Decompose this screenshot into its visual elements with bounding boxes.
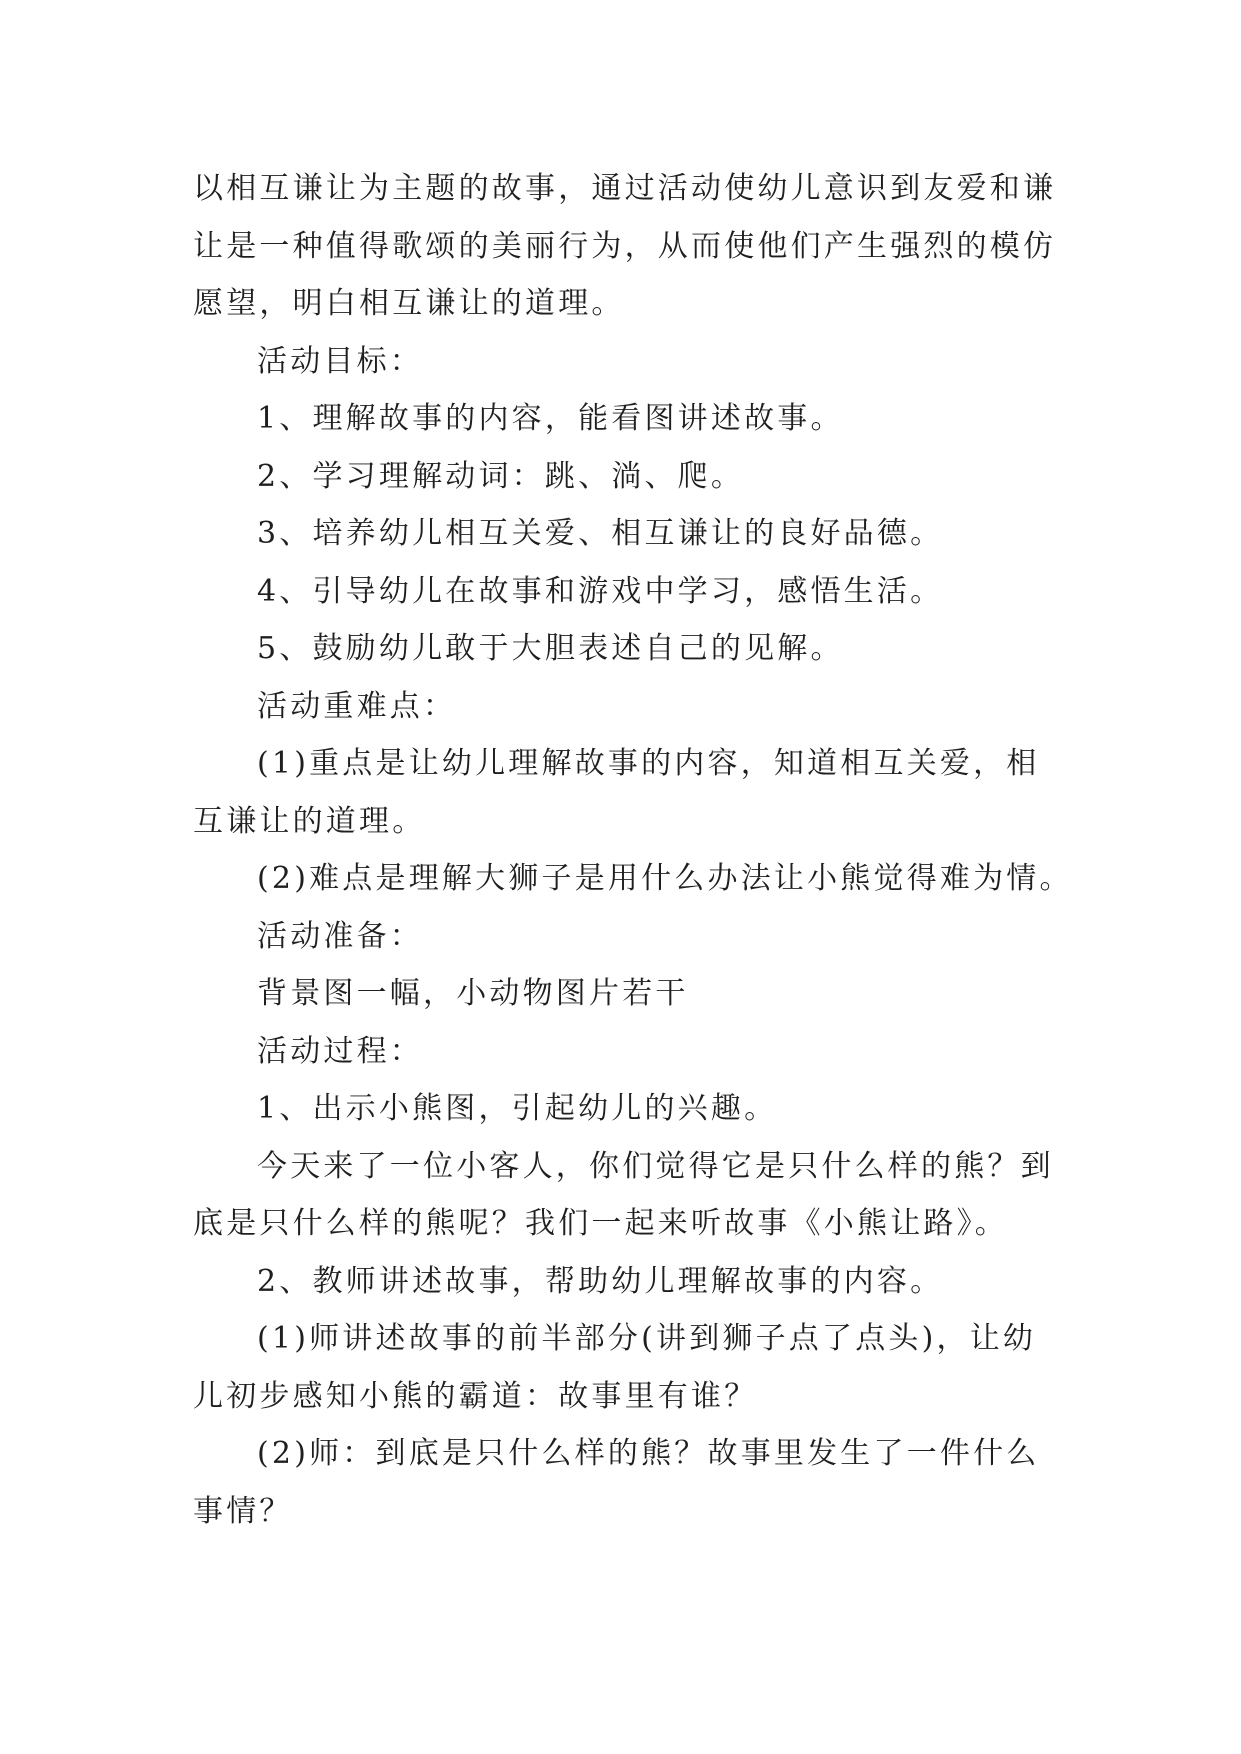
list-item: 3、培养幼儿相互关爱、相互谦让的良好品德。 <box>257 516 944 551</box>
text-line: 背景图一幅，小动物图片若干 <box>257 976 689 1011</box>
text-line: 互谦让的道理。 <box>193 803 426 839</box>
list-item: 1、出示小熊图，引起幼儿的兴趣。 <box>257 1091 778 1126</box>
list-item: (1)师讲述故事的前半部分(讲到狮子点了点头)，让幼 <box>257 1321 1037 1356</box>
document-body <box>193 160 1073 1540</box>
section-heading-process: 活动过程： <box>257 1033 423 1069</box>
text-line: 事情？ <box>193 1493 293 1529</box>
text-line: 今天来了一位小客人，你们觉得它是只什么样的熊？到 <box>257 1148 1054 1184</box>
text-line: 愿望，明白相互谦让的道理。 <box>193 286 625 321</box>
list-item: 2、学习理解动词：跳、淌、爬。 <box>257 458 745 494</box>
text-line: 以相互谦让为主题的故事，通过活动使幼儿意识到友爱和谦 <box>193 171 1057 206</box>
list-item: (2)难点是理解大狮子是用什么办法让小熊觉得难为情。 <box>257 861 1073 896</box>
section-heading-objectives: 活动目标： <box>257 343 423 379</box>
section-heading-preparation: 活动准备： <box>257 918 423 954</box>
list-item: (2)师：到底是只什么样的熊？故事里发生了一件什么 <box>257 1436 1040 1471</box>
text-line: 儿初步感知小熊的霸道：故事里有谁？ <box>193 1378 758 1414</box>
text-line: 让是一种值得歌颂的美丽行为，从而使他们产生强烈的模仿 <box>193 228 1057 264</box>
text-line: 底是只什么样的熊呢？我们一起来听故事《小熊让路》。 <box>193 1206 1008 1241</box>
list-item: 4、引导幼儿在故事和游戏中学习，感悟生活。 <box>257 573 944 609</box>
list-item: 5、鼓励幼儿敢于大胆表述自己的见解。 <box>257 631 844 666</box>
list-item: 1、理解故事的内容，能看图讲述故事。 <box>257 401 844 436</box>
section-heading-key-points: 活动重难点： <box>257 688 457 724</box>
list-item: (1)重点是让幼儿理解故事的内容，知道相互关爱，相 <box>257 746 1040 781</box>
list-item: 2、教师讲述故事，帮助幼儿理解故事的内容。 <box>257 1263 944 1299</box>
